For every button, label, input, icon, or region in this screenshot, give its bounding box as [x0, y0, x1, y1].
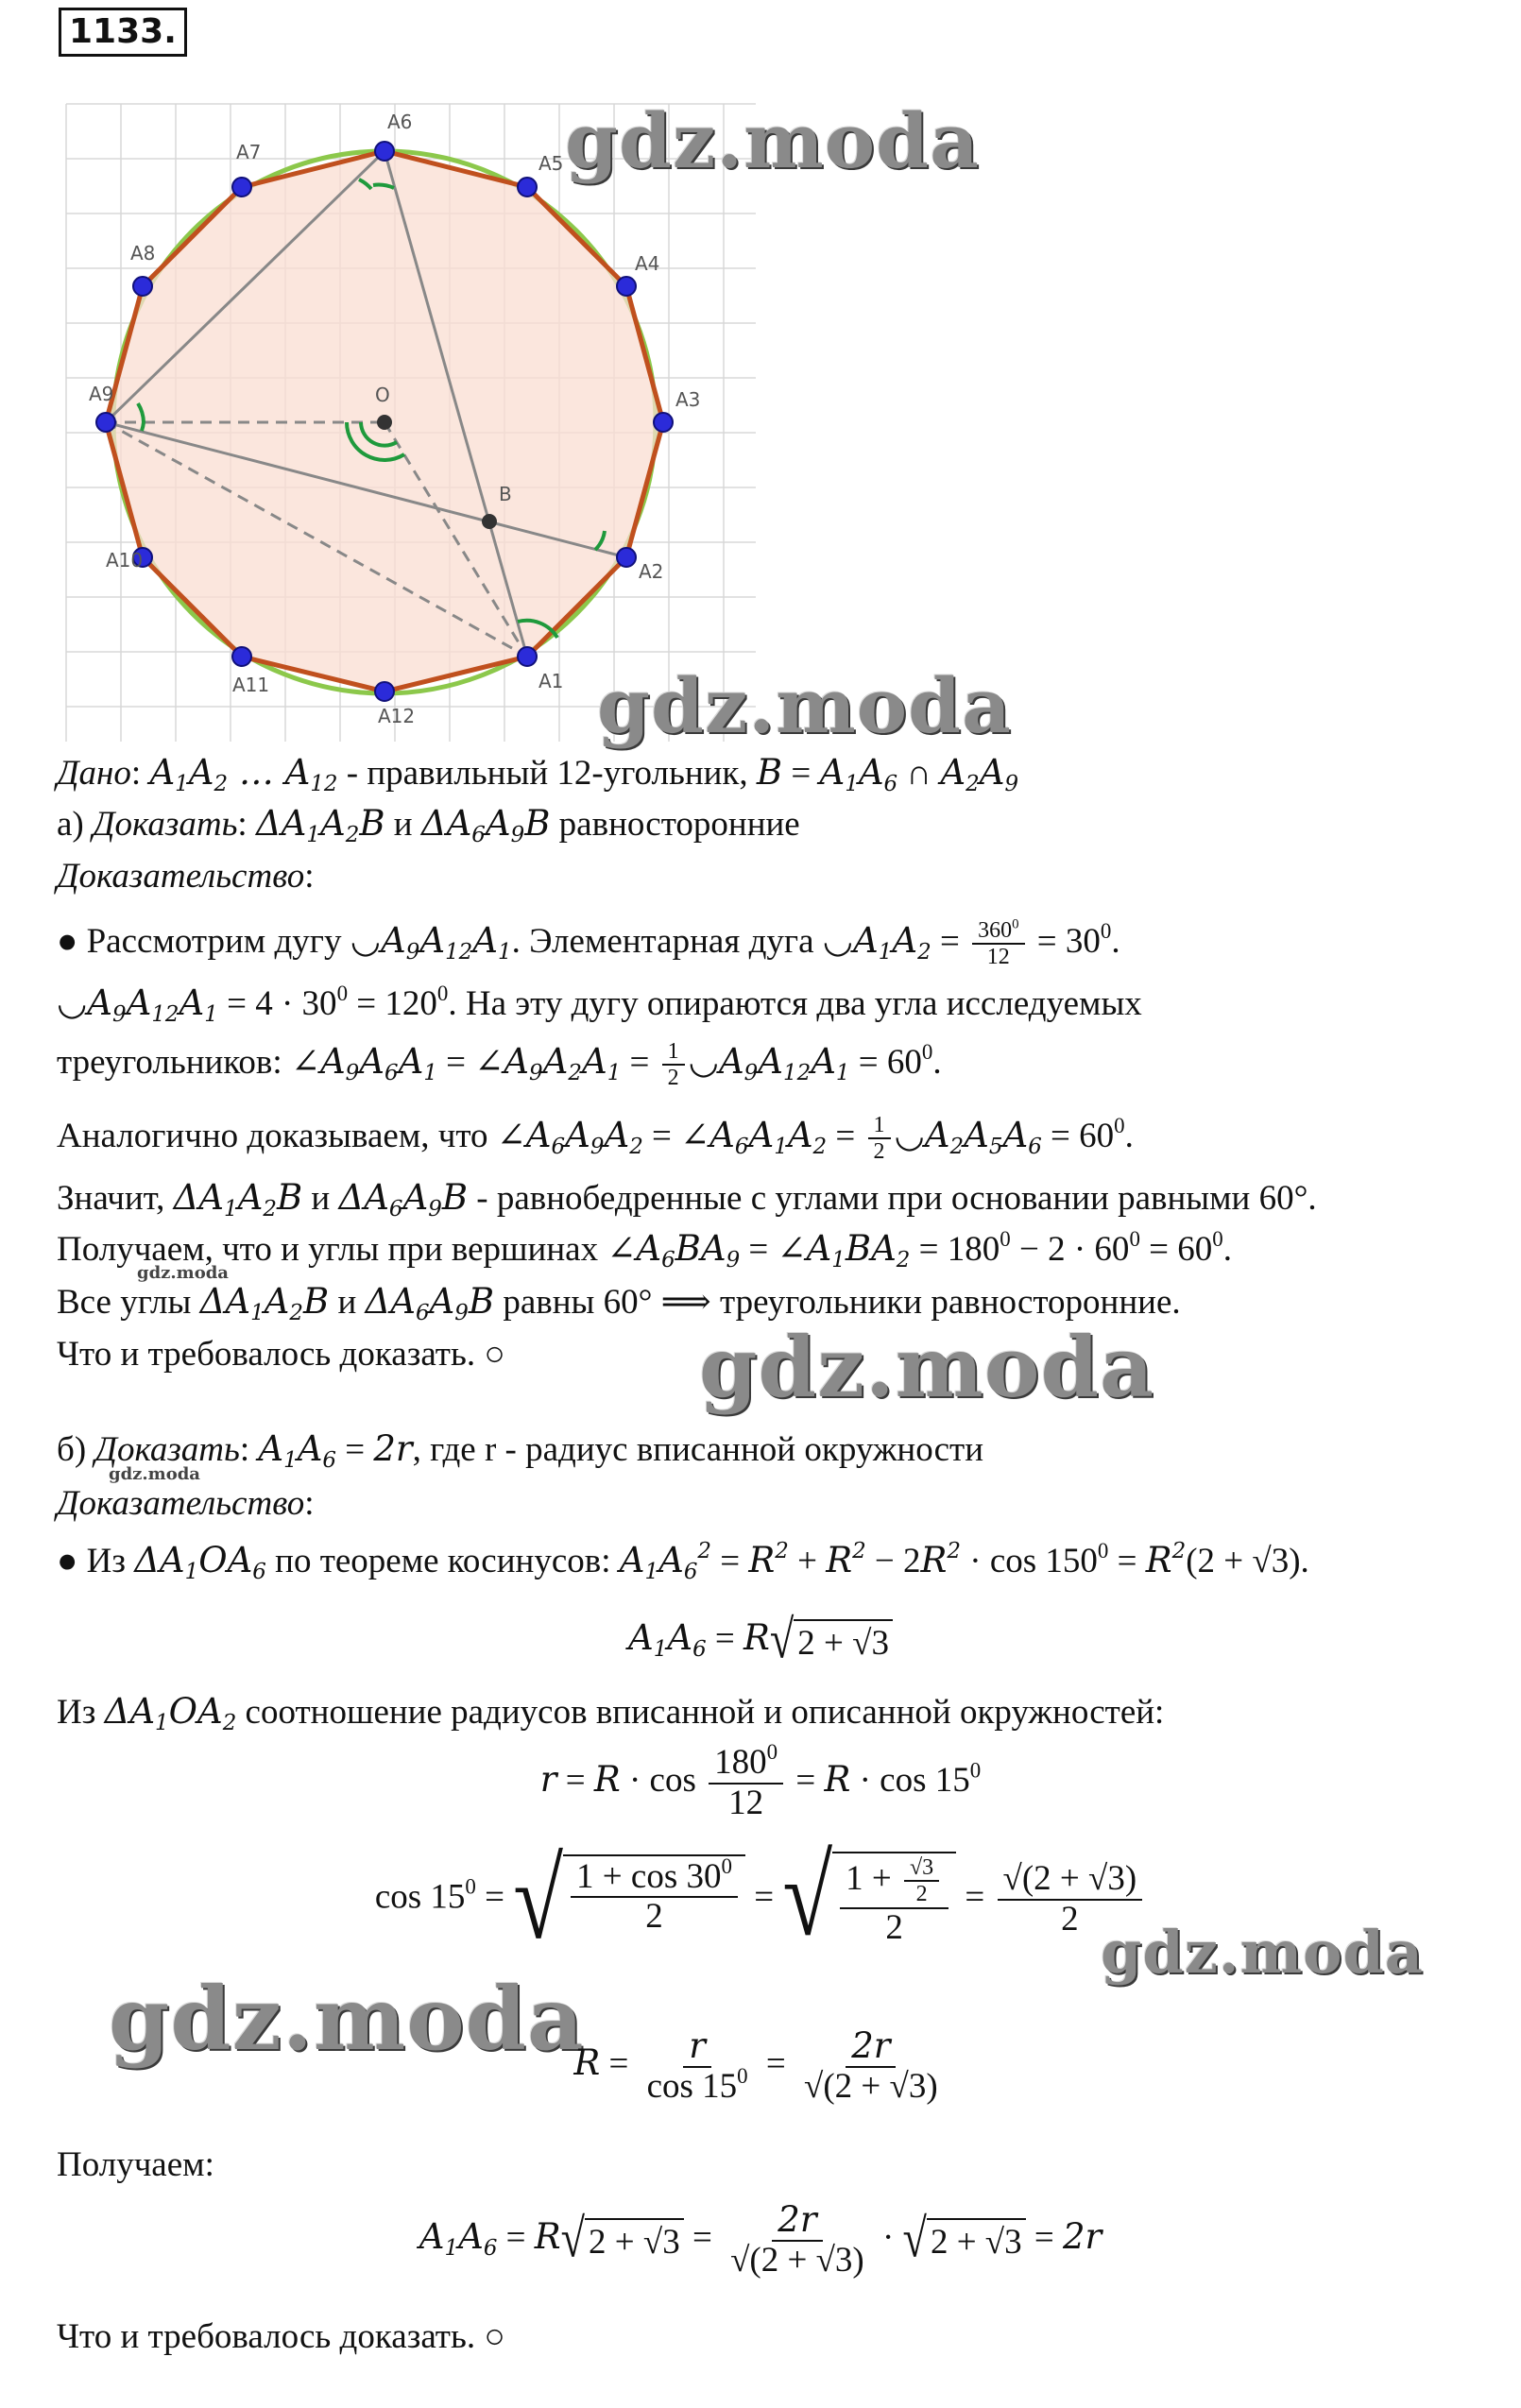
vertex-a6: [375, 142, 394, 161]
label-b: B: [499, 483, 512, 505]
part-a-statement: а) Доказать: $\Delta A_1A_2B$ и $\Delta A_6A_9B$ равносторонние: [57, 803, 800, 847]
formula-r: r = R · cos $\frac{180^0}{12}$ = $R \cdot \cos 15^0$: [539, 1740, 982, 1822]
watermark: gdz.moda: [1101, 1918, 1424, 1987]
part-a-prefix: а): [57, 805, 84, 844]
watermark: gdz.moda: [565, 96, 980, 185]
label-a8: A8: [130, 242, 156, 265]
vertex-a3: [654, 413, 673, 432]
vertex-a5: [518, 178, 537, 196]
watermark: gdz.moda: [137, 1263, 229, 1283]
obtain-label: Получаем:: [57, 2145, 214, 2184]
watermark: gdz.moda: [109, 1464, 200, 1484]
vertex-a12: [375, 682, 394, 701]
proof-line-1: ● Рассмотрим дугу $◡A_9A_{12}A_1$. Элементарная дуга $◡A_1A_2$ = $\frac{360^0}{12}$ = $30^0$.: [57, 916, 1120, 970]
proof-label: Доказательство:: [57, 857, 315, 896]
vertex-a9: [96, 413, 115, 432]
vertex-a8: [133, 277, 152, 296]
label-a11: A11: [232, 674, 270, 696]
proof-line-2: $◡A_9A_{12}A_1 = 4 \cdot 30^0 = 120^0$. На эту дугу опираются два угла исследуемых: [57, 982, 1142, 1027]
point-b: [482, 514, 497, 529]
proof-b-line-3: Из $\Delta A_1OA_2$ соотношение радиусов вписанной и описанной окружностей:: [57, 1691, 1165, 1735]
vertex-a11: [232, 647, 251, 666]
label-a3: A3: [675, 388, 701, 411]
label-a10: A10: [106, 549, 144, 572]
vertex-a4: [617, 277, 636, 296]
proof-line-7: Все углы $\Delta A_1A_2B$ и $\Delta A_6A_9B$ равны 60° ⟹ треугольники равносторонние.: [57, 1281, 1181, 1325]
proof-b-line-1: ● Из $\Delta A_1OA_6$ по теореме косинусов: $A_1A_6^2 = R^2 + R^2 - 2R^2 \cdot \cos 150^0 = R^2(2 + √3)$.: [57, 1539, 1309, 1584]
formula-a1a6: $A_1A_6 = R$ √ 2 + √3: [0, 1617, 1521, 1665]
vertex-a2: [617, 548, 636, 567]
watermark: gdz.moda: [699, 1318, 1155, 1416]
label-a2: A2: [639, 560, 664, 583]
label-a12: A12: [378, 705, 416, 727]
formula-cos15: $\cos 15^0$ = √ $\frac{1 + \cos 30^0}{2}$ = √ 1 + $\frac{√3}{2}$ 2 = $\frac{√(2 + √3)}{2}$: [0, 1852, 1521, 1948]
given-line: Дано: $A_1A_2$ … $A_{12}$ - правильный 12-угольник, $B = A_1A_6$ ∩ $A_2A_9$: [57, 752, 1019, 796]
proof-line-4: Аналогично доказываем, что $\angle A_6A_9A_2$ = $\angle A_6A_1A_2$ = $\frac{1}{2}$ $◡A_2A_5A_6 = 60^0$.: [57, 1113, 1134, 1165]
label-a5: A5: [538, 152, 564, 175]
proof-line-3: треугольников: $\angle A_9A_6A_1$ = $\angle A_9A_2A_1$ = $\frac{1}{2}$ $◡A_9A_{12}A_1 = 60^0$.: [57, 1039, 942, 1091]
label-a1: A1: [538, 670, 564, 692]
vertex-a7: [232, 178, 251, 196]
qed-a: Что и требовалось доказать. ○: [57, 1335, 505, 1374]
center-point: [377, 415, 392, 430]
prove-label: Доказать: [93, 805, 238, 844]
part-a-statement-tail: равносторонние: [558, 805, 800, 844]
given-text: - правильный 12-угольник,: [346, 754, 748, 793]
proof-line-5: Значит, $\Delta A_1A_2B$ и $\Delta A_6A_9B$ - равнобедренные с углами при основании равными 60°.: [57, 1177, 1317, 1221]
qed-b: Что и требовалось доказать. ○: [57, 2317, 505, 2356]
part-b-statement: б) Доказать: $A_1A_6 = 2r$, где r - радиус вписанной окружности: [57, 1428, 984, 1473]
formula-final: $A_1A_6 = R$ √ 2 + √3 = $\frac{2r}{√(2 + √3)}$ · √ 2 + √3 = 2r: [419, 2199, 1102, 2280]
problem-number: 1133.: [59, 8, 187, 57]
watermark: gdz.moda: [597, 661, 1012, 750]
proof-label-b: Доказательство:: [57, 1484, 315, 1523]
formula-big-r: R = $\frac{r}{\cos 15^0}$ = $\frac{2r}{√(2 + √3)}$: [573, 2025, 938, 2106]
label-a7: A7: [236, 141, 262, 163]
label-o: O: [375, 384, 390, 406]
watermark: gdz.moda: [109, 1968, 585, 2070]
label-a6: A6: [387, 111, 413, 133]
given-label: Дано: [57, 754, 131, 793]
label-a9: A9: [89, 383, 114, 405]
vertex-a1: [518, 647, 537, 666]
proof-line-6: Получаем, что и углы при вершинах $\angle A_6BA_9$ = $\angle A_1BA_2 = 180^0 - 2 \cdot 60^0 = 60^0$.: [57, 1227, 1232, 1272]
label-a4: A4: [635, 252, 660, 275]
geometry-figure: [57, 94, 775, 746]
